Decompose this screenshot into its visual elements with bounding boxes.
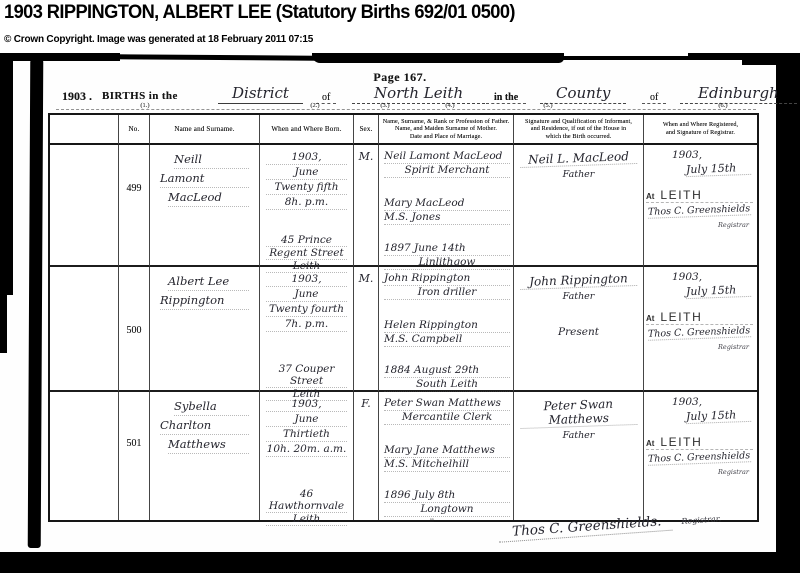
registrar-signature: Thos C. Greenshields [647,203,751,218]
informant-role: Father [562,169,595,180]
informant-cell [514,145,644,267]
registrar-title: Registrar [717,343,749,351]
name-line: Sybella [174,397,249,416]
col-header-line: which the Birth occurred. [545,132,612,140]
col-header-line: Signature and Qualification of Informant, [524,117,633,125]
registrar-title: Registrar [717,468,749,476]
scan-binding-band [28,59,44,548]
born-cell [260,267,354,400]
mother-maiden-name: M.S. Campbell [384,333,510,347]
register-title-line [0,86,800,108]
registered-year: 1903, [672,396,703,408]
column-marker: (4.) [445,102,455,109]
margin-cell [50,267,119,392]
born-line: 8h. p.m. [266,195,347,210]
registrar-signature: Thos C. Greenshields [647,450,751,465]
registered-cell [644,145,757,267]
address-line: 45 Prince [266,234,347,247]
registered-cell [644,267,757,392]
informant-signature: John Rippington [520,271,637,290]
sex-cell: F. [354,392,379,520]
informant-cell [514,392,644,520]
scan-edge-bottom [0,552,800,573]
record-title: 1903 RIPPINGTON, ALBERT LEE (Statutory Births 692/01 0500) [4,2,515,23]
scan-edge-top [560,56,692,60]
title-district-value: North Leith [352,84,485,104]
informant-role: Father [562,430,595,441]
name-line: Matthews [168,435,249,454]
parents-cell [379,392,514,520]
marriage-date: 1897 June 14th [384,242,510,256]
title-district-label: District [218,84,303,104]
name-cell [150,267,260,392]
col-header-line: and Signature of Registrar. [665,129,736,136]
col-header-line: Date and Place of Marriage. [409,132,483,140]
sex-cell: M. [354,145,379,267]
registrar-signature: Thos C. Greenshields [647,325,751,340]
entry-number: 501 [119,392,150,520]
title-county-label: County [540,84,626,104]
informant-signature: Peter Swan Matthews [520,396,638,429]
born-line: 10h. 20m. a.m. [266,443,347,455]
registered-date: July 15th [686,283,751,299]
col-header-registered [644,115,757,145]
title-of: of [642,92,666,104]
marriage-date: 1896 July 8th [384,489,510,503]
father-name: John Rippington [384,272,510,286]
margin-cell [50,145,119,267]
caption-bar [0,0,800,55]
registrar-title: Registrar. [681,514,722,526]
scan-edge-top [312,53,564,63]
registrar-signature: Thos C. Greenshields. [498,513,672,543]
born-line: 7h. p.m. [266,317,347,332]
name-line: MacLeod [168,188,249,207]
name-line: Albert Lee [168,272,249,291]
page-number-label: Page 167. [373,70,427,84]
father-name: Neil Lamont MacLeod [384,150,510,164]
name-line: Rippington [160,291,249,310]
mother-maiden-name: M.S. Jones [384,211,510,225]
registered-cell [644,392,757,520]
registered-date: July 15th [686,161,751,177]
informant-cell [514,267,644,392]
column-marker: (1.) [140,102,150,109]
place-label: LEITH [660,310,703,324]
name-line: Charlton [160,416,249,435]
father-name: Peter Swan Matthews [384,397,510,411]
registered-place-stamp [646,310,753,325]
born-cell [260,145,354,272]
scan-edge-top [0,53,120,61]
name-cell [150,145,260,267]
mother-name: Mary Jane Matthews [384,444,510,458]
registered-place-stamp [646,188,753,203]
mother-name: Mary MacLeod [384,197,510,211]
sex-cell: M. [354,267,379,392]
mother-maiden-name: M.S. Mitchelhill [384,458,510,472]
born-line: June [266,412,347,427]
marriage-place: Longtown [384,503,510,517]
register-scan [0,55,800,573]
at-label: At [646,192,655,201]
title-births-in-the: BIRTHS in the [102,90,178,102]
scan-edge-left [0,291,7,353]
address-line: Regent Street [266,247,347,260]
place-label: LEITH [660,435,703,449]
mother-name: Helen Rippington [384,319,510,333]
at-label: At [646,439,655,448]
entry-number: 500 [119,267,150,392]
address-line: Leith [266,388,347,401]
col-header-line: Name, and Maiden Surname of Mother. [395,125,497,133]
marriage-place: Linlithgow [384,256,510,270]
address-line: 37 Couper Street [266,363,347,388]
registered-year: 1903, [672,271,703,283]
born-cell [260,392,354,525]
col-header-line: When and Where Registered, [662,121,739,129]
name-cell [150,392,260,520]
born-line: Thirtieth [266,427,347,442]
scan-speck: ıı [430,516,434,524]
at-label: At [646,314,655,323]
born-line: 1903, [266,272,347,287]
title-county-value: Edinburgh [680,84,797,104]
born-line: Twenty fifth [266,180,347,195]
registered-place-stamp [646,435,753,450]
title-year: 1903 . [62,89,92,103]
informant-signature: Neil L. MacLeod [520,149,637,168]
column-marker: (5.) [543,102,553,109]
place-label: LEITH [660,188,703,202]
parents-cell [379,145,514,267]
header-rule [56,109,756,110]
column-marker: (6.) [718,102,728,109]
col-header-born: When and Where Born. [260,115,354,145]
informant-role: Father [562,291,595,302]
born-line: June [266,165,347,180]
column-marker: (3.) [380,102,390,109]
father-occupation: Spirit Merchant [384,164,510,178]
scan-edge-right [776,63,800,553]
col-header-informant [514,115,644,145]
title-in-the: in the [486,92,526,104]
informant-note: Present [558,326,599,338]
born-line: 1903, [266,150,347,165]
col-header-parents [379,115,514,145]
born-line: 1903, [266,397,347,412]
col-header-no: No. [119,115,150,145]
margin-cell [50,392,119,520]
registered-year: 1903, [672,149,703,161]
address-line: Leith [266,513,347,526]
registered-date: July 15th [686,408,751,424]
father-occupation: Mercantile Clerk [384,411,510,425]
col-header-sex: Sex. [354,115,379,145]
col-header-line: Name, Surname, & Rank or Profession of Father. [382,117,510,125]
marriage-date: 1884 August 29th [384,364,510,378]
born-line: June [266,287,347,302]
birth-address [260,488,353,526]
column-marker: (2.) [310,102,320,109]
margin-header-cell [50,115,119,145]
address-line: Leith [266,260,347,273]
col-header-name: Name and Surname. [150,115,260,145]
address-line: 46 Hawthornvale [266,488,347,513]
title-of: of [316,92,336,104]
father-occupation: Iron driller [384,286,510,300]
name-line: Neill [174,150,249,169]
name-line: Lamont [160,169,249,188]
birth-register-table [48,113,759,525]
scan-edge-top [116,54,316,60]
parents-cell [379,267,514,392]
marriage-place: South Leith [384,378,510,392]
col-header-line: and Residence, if out of the House in [530,125,627,133]
crown-copyright-line: © Crown Copyright. Image was generated at 18 February 2011 07:15 [4,34,314,45]
entry-number: 499 [119,145,150,267]
registrar-title: Registrar [717,221,749,229]
born-line: Twenty fourth [266,302,347,317]
